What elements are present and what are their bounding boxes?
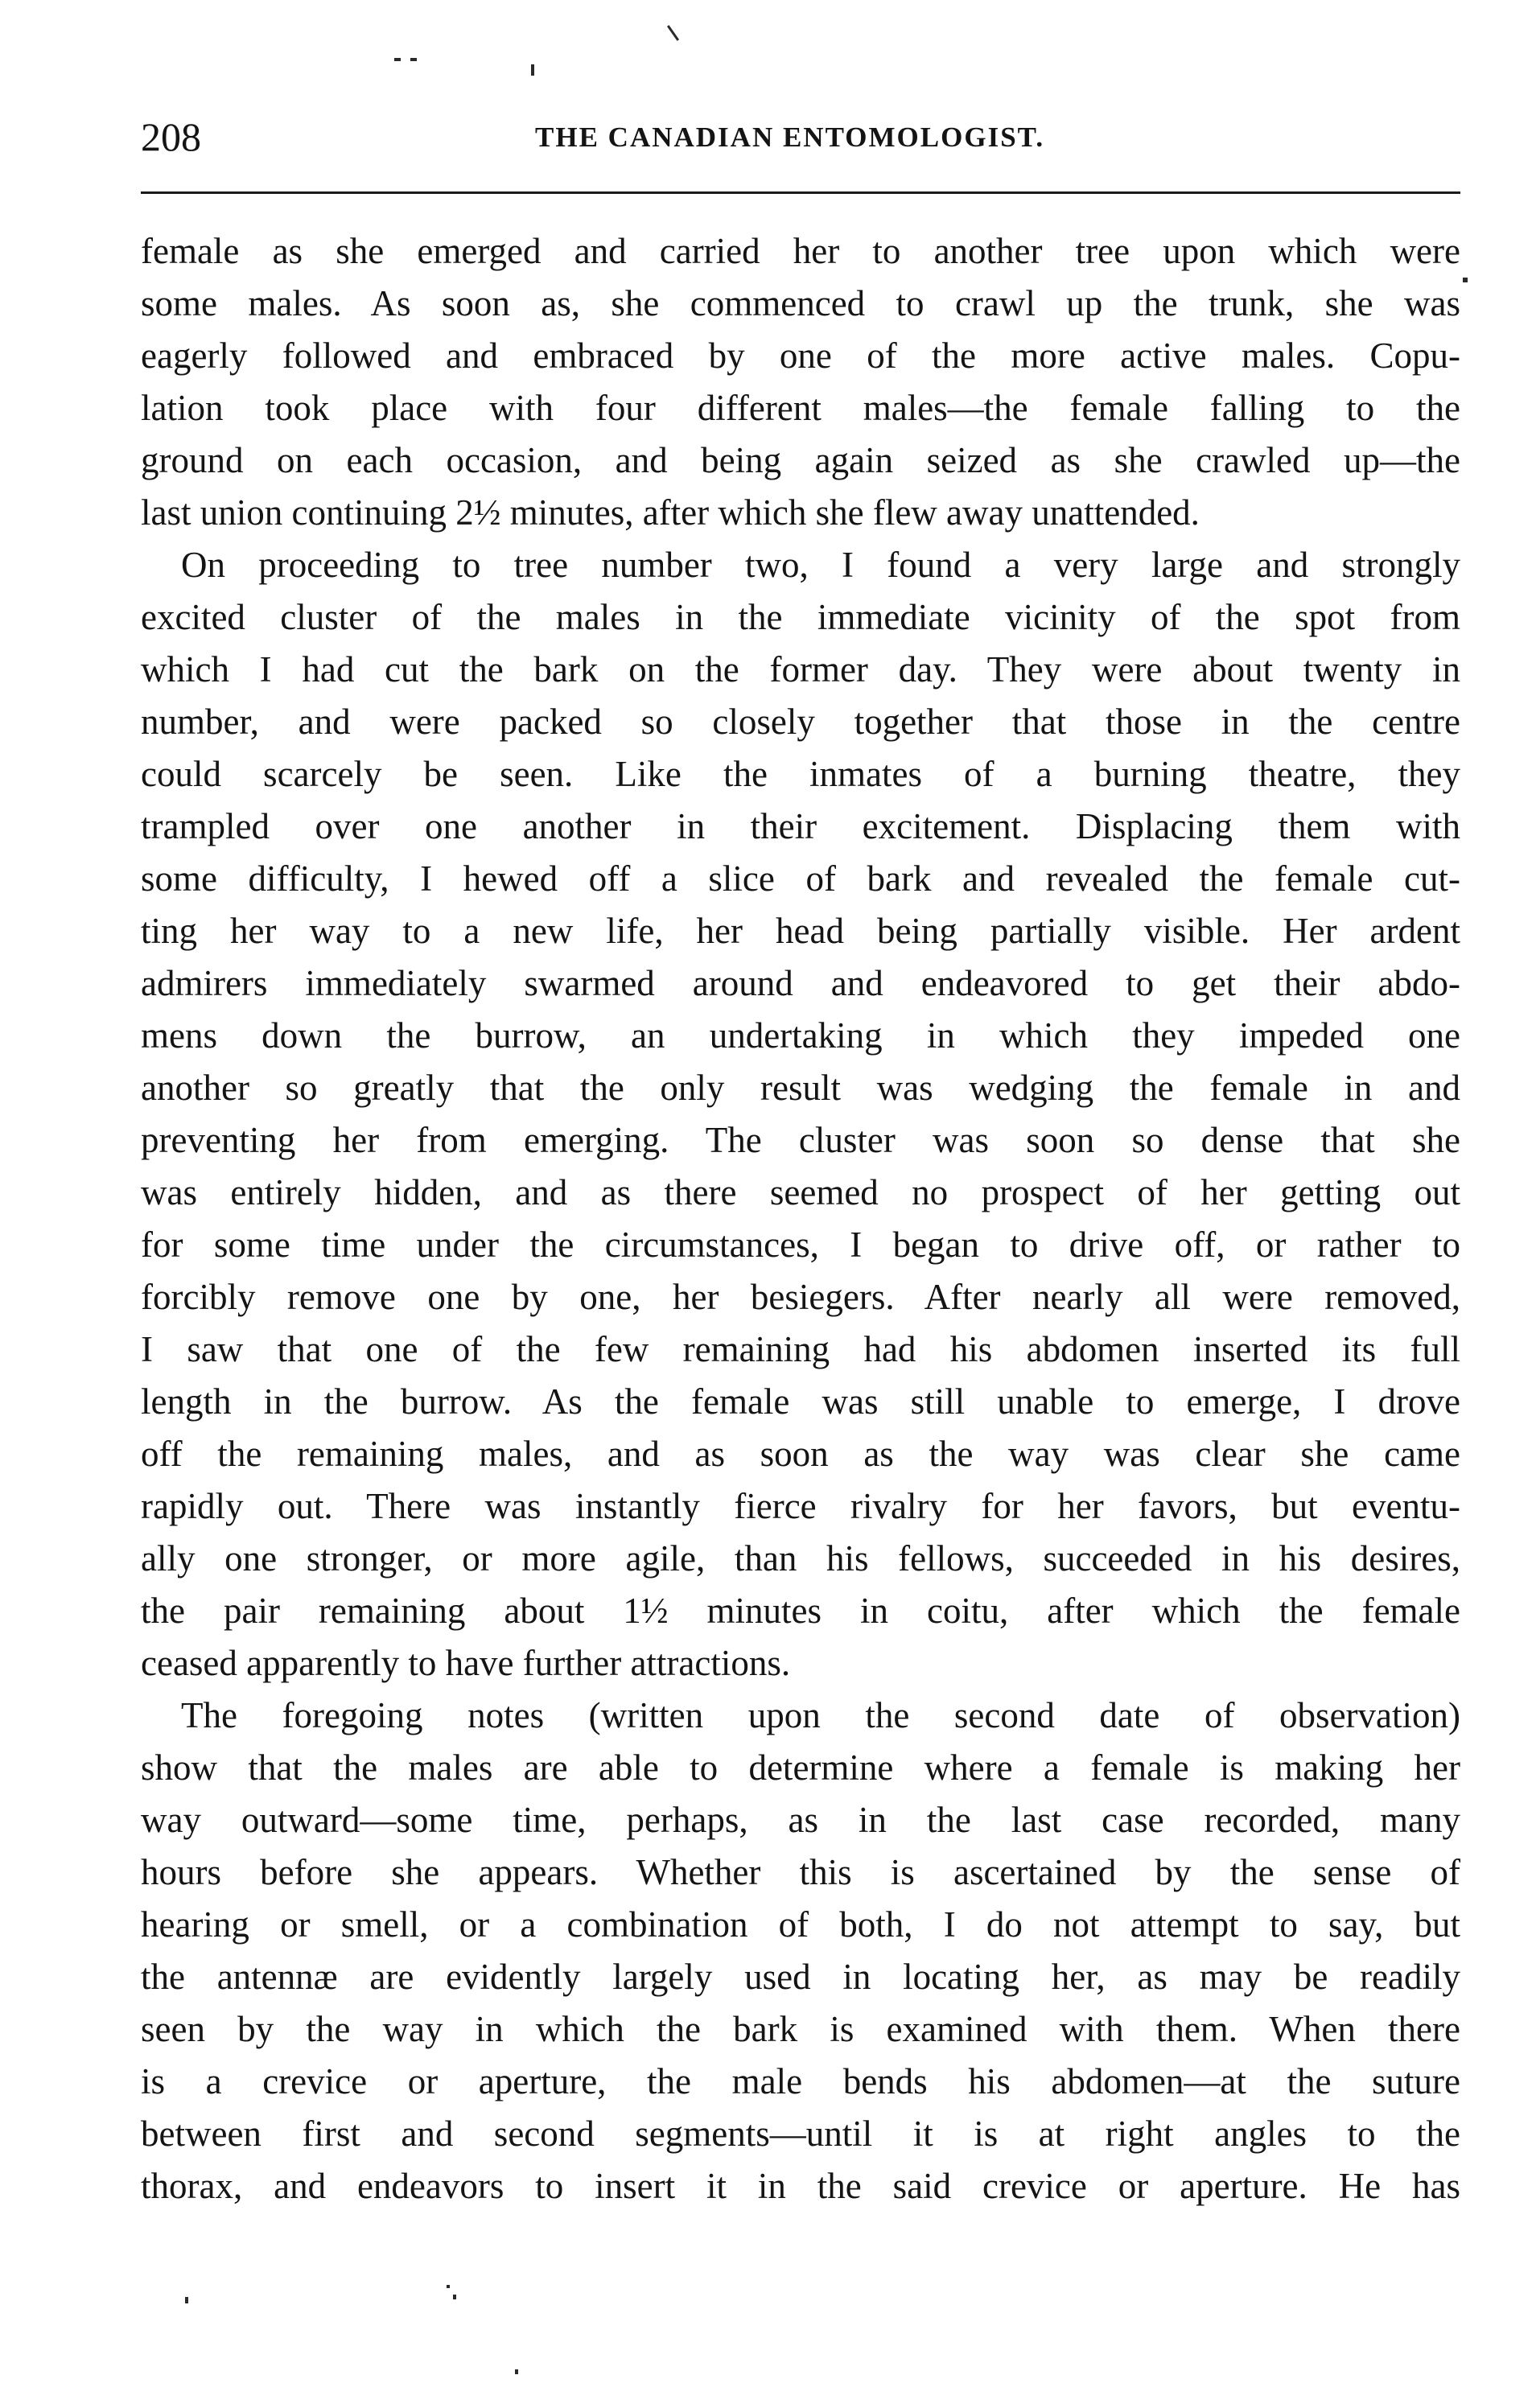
text-line: is a crevice or aperture, the male bends his abdomen—at the suture xyxy=(141,2061,1460,2101)
page-header xyxy=(141,113,1460,161)
text-line: way outward—some time, perhaps, as in the last case recorded, many xyxy=(141,1800,1460,1840)
text-line: ceased apparently to have further attractions. xyxy=(141,1643,791,1683)
text-line: rapidly out. There was instantly fierce rivalry for her favors, but eventu- xyxy=(141,1486,1460,1526)
text-line: trampled over one another in their excitement. Displacing them with xyxy=(141,806,1460,846)
text-line: hours before she appears. Whether this is ascertained by the sense of xyxy=(141,1852,1460,1892)
text-line: was entirely hidden, and as there seemed no prospect of her getting out xyxy=(141,1172,1460,1212)
scan-speck xyxy=(410,58,417,61)
text-line: thorax, and endeavors to insert it in the said crevice or aperture. He has xyxy=(141,2166,1460,2206)
text-line: the pair remaining about 1½ minutes in coitu, after which the female xyxy=(141,1591,1460,1631)
text-line: excited cluster of the males in the immediate vicinity of the spot from xyxy=(141,597,1460,637)
text-line: admirers immediately swarmed around and endeavored to get their abdo- xyxy=(141,963,1460,1003)
scan-speck xyxy=(394,58,401,61)
scan-speck xyxy=(515,2369,518,2374)
running-title: THE CANADIAN ENTOMOLOGIST. xyxy=(535,121,1045,153)
page-number: 208 xyxy=(141,114,201,159)
text-line: preventing her from emerging. The cluster was soon so dense that she xyxy=(141,1120,1460,1160)
scan-speck xyxy=(667,25,679,41)
text-line: number, and were packed so closely together that those in the centre xyxy=(141,702,1460,742)
text-line: lation took place with four different males—the female falling to the xyxy=(141,388,1460,428)
text-line: eagerly followed and embraced by one of the more active males. Copu- xyxy=(141,335,1460,376)
text-line: between first and second segments—until it is at right angles to the xyxy=(141,2114,1460,2154)
text-line: ground on each occasion, and being again seized as she crawled up—the xyxy=(141,440,1460,480)
scan-speck xyxy=(447,2285,450,2288)
text-line: mens down the burrow, an undertaking in which they impeded one xyxy=(141,1015,1460,1056)
text-line: length in the burrow. As the female was still unable to emerge, I drove xyxy=(141,1381,1460,1422)
scan-speck xyxy=(185,2297,188,2303)
text-line: some males. As soon as, she commenced to crawl up the trunk, she was xyxy=(141,283,1460,323)
text-line: some difficulty, I hewed off a slice of bark and revealed the female cut- xyxy=(141,858,1460,899)
text-line: I saw that one of the few remaining had his abdomen inserted its full xyxy=(141,1329,1460,1369)
text-line: off the remaining males, and as soon as the way was clear she came xyxy=(141,1434,1460,1474)
body-text xyxy=(141,225,1460,2212)
text-line: ting her way to a new life, her head being partially visible. Her ardent xyxy=(141,911,1460,951)
scan-speck xyxy=(453,2295,456,2299)
text-line: could scarcely be seen. Like the inmates of a burning theatre, they xyxy=(141,754,1460,794)
text-line: The foregoing notes (written upon the second date of observation) xyxy=(181,1695,1460,1735)
text-line: which I had cut the bark on the former day. They were about twenty in xyxy=(141,649,1460,689)
header-rule xyxy=(141,191,1460,194)
text-line: On proceeding to tree number two, I found a very large and strongly xyxy=(181,545,1460,585)
text-line: for some time under the circumstances, I began to drive off, or rather to xyxy=(141,1225,1460,1265)
text-line: another so greatly that the only result was wedging the female in and xyxy=(141,1068,1460,1108)
text-line: seen by the way in which the bark is examined with them. When there xyxy=(141,2009,1460,2049)
scan-speck xyxy=(1463,278,1468,282)
text-line: last union continuing 2½ minutes, after which she flew away unattended. xyxy=(141,492,1200,533)
text-line: show that the males are able to determine where a female is making her xyxy=(141,1747,1460,1788)
text-line: the antennæ are evidently largely used in locating her, as may be readily xyxy=(141,1957,1460,1997)
text-line: ally one stronger, or more agile, than his fellows, succeeded in his desires, xyxy=(141,1538,1460,1579)
text-line: hearing or smell, or a combination of both, I do not attempt to say, but xyxy=(141,1904,1460,1945)
text-line: female as she emerged and carried her to another tree upon which were xyxy=(141,231,1460,271)
scan-speck xyxy=(531,64,534,76)
text-line: forcibly remove one by one, her besiegers. After nearly all were removed, xyxy=(141,1277,1460,1317)
